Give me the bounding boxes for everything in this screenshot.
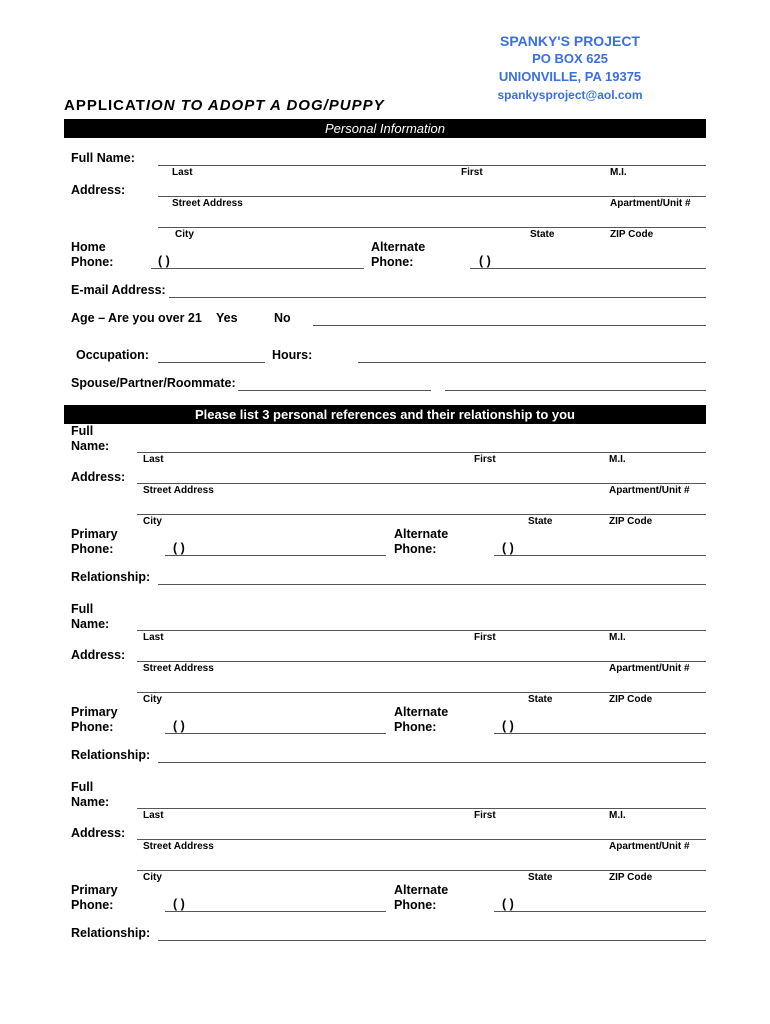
ref3-first: First bbox=[474, 810, 496, 821]
ref3-alt-area: ( ) bbox=[502, 897, 514, 911]
ref2-city: City bbox=[143, 694, 162, 705]
ref2-mi: M.I. bbox=[609, 632, 626, 643]
ref3-address-label: Address: bbox=[71, 826, 126, 840]
spouse-line-1[interactable] bbox=[238, 390, 431, 391]
ref1-street-line[interactable] bbox=[137, 483, 706, 484]
ref1-city: City bbox=[143, 516, 162, 527]
ref1-primary-label: Primary Phone: bbox=[71, 527, 118, 556]
zip-sublabel: ZIP Code bbox=[610, 229, 654, 240]
org-email[interactable]: spankysproject@aol.com bbox=[497, 88, 643, 102]
ref2-relationship-line[interactable] bbox=[158, 762, 706, 763]
org-address1: PO BOX 625 bbox=[532, 51, 608, 66]
age-label: Age – Are you over 21 bbox=[71, 311, 202, 325]
street-sublabel: Street Address bbox=[172, 198, 243, 209]
ref2-last: Last bbox=[143, 632, 164, 643]
ref1-name-line[interactable] bbox=[137, 452, 706, 453]
ref1-primary-line[interactable] bbox=[165, 555, 386, 556]
home-phone-line[interactable] bbox=[151, 268, 364, 269]
ref2-name-label: Full Name: bbox=[71, 602, 110, 631]
ref2-apt: Apartment/Unit # bbox=[609, 663, 690, 674]
ref3-relationship-line[interactable] bbox=[158, 940, 706, 941]
ref2-zip: ZIP Code bbox=[609, 694, 653, 705]
alt-phone-line[interactable] bbox=[470, 268, 706, 269]
ref1-alt-line[interactable] bbox=[494, 555, 706, 556]
hours-label: Hours: bbox=[272, 348, 313, 362]
ref1-state: State bbox=[528, 516, 553, 527]
ref2-first: First bbox=[474, 632, 496, 643]
address-label: Address: bbox=[71, 183, 126, 197]
full-name-label: Full Name: bbox=[71, 151, 135, 165]
full-name-line[interactable] bbox=[158, 165, 706, 166]
ref3-name-label: Full Name: bbox=[71, 780, 110, 809]
org-name: SPANKY'S PROJECT bbox=[500, 33, 640, 49]
ref2-street-line[interactable] bbox=[137, 661, 706, 662]
ref2-primary-line[interactable] bbox=[165, 733, 386, 734]
ref3-alt-line[interactable] bbox=[494, 911, 706, 912]
ref1-first: First bbox=[474, 454, 496, 465]
ref3-street: Street Address bbox=[143, 841, 214, 852]
ref3-alt-label: Alternate Phone: bbox=[394, 883, 449, 912]
spouse-label: Spouse/Partner/Roommate: bbox=[71, 376, 236, 390]
apt-sublabel: Apartment/Unit # bbox=[610, 198, 691, 209]
ref3-city-line[interactable] bbox=[137, 870, 706, 871]
ref2-alt-area: ( ) bbox=[502, 719, 514, 733]
ref2-alt-line[interactable] bbox=[494, 733, 706, 734]
ref1-mi: M.I. bbox=[609, 454, 626, 465]
ref3-primary-label: Primary Phone: bbox=[71, 883, 118, 912]
mi-sublabel: M.I. bbox=[610, 167, 627, 178]
home-phone-area: ( ) bbox=[158, 254, 170, 268]
ref1-alt-label: Alternate Phone: bbox=[394, 527, 449, 556]
ref2-primary-area: ( ) bbox=[173, 719, 185, 733]
ref2-state: State bbox=[528, 694, 553, 705]
ref2-primary-label: Primary Phone: bbox=[71, 705, 118, 734]
ref2-address-label: Address: bbox=[71, 648, 126, 662]
ref3-city: City bbox=[143, 872, 162, 883]
ref1-city-line[interactable] bbox=[137, 514, 706, 515]
ref2-name-line[interactable] bbox=[137, 630, 706, 631]
city-sublabel: City bbox=[175, 229, 194, 240]
ref1-address-label: Address: bbox=[71, 470, 126, 484]
ref3-mi: M.I. bbox=[609, 810, 626, 821]
email-label: E-mail Address: bbox=[71, 283, 166, 297]
ref2-city-line[interactable] bbox=[137, 692, 706, 693]
age-no[interactable]: No bbox=[274, 311, 291, 325]
ref2-relationship-label: Relationship: bbox=[71, 748, 151, 762]
personal-info-header: Personal Information bbox=[64, 119, 706, 138]
email-line[interactable] bbox=[169, 297, 706, 298]
ref3-zip: ZIP Code bbox=[609, 872, 653, 883]
city-line[interactable] bbox=[158, 227, 706, 228]
first-sublabel: First bbox=[461, 167, 483, 178]
form-title-part1: APPLICAT bbox=[64, 97, 146, 114]
ref3-last: Last bbox=[143, 810, 164, 821]
form-title bbox=[64, 97, 385, 114]
ref3-relationship-label: Relationship: bbox=[71, 926, 151, 940]
ref2-street: Street Address bbox=[143, 663, 214, 674]
ref3-apt: Apartment/Unit # bbox=[609, 841, 690, 852]
state-sublabel: State bbox=[530, 229, 555, 240]
org-block bbox=[490, 32, 650, 104]
ref1-name-label: Full Name: bbox=[71, 424, 110, 453]
alt-phone-label: Alternate Phone: bbox=[371, 240, 426, 269]
last-sublabel: Last bbox=[172, 167, 193, 178]
ref3-name-line[interactable] bbox=[137, 808, 706, 809]
age-yes[interactable]: Yes bbox=[216, 311, 238, 325]
alt-phone-area: ( ) bbox=[479, 254, 491, 268]
org-address2: UNIONVILLE, PA 19375 bbox=[498, 69, 642, 84]
ref1-street: Street Address bbox=[143, 485, 214, 496]
ref1-relationship-label: Relationship: bbox=[71, 570, 151, 584]
ref1-alt-area: ( ) bbox=[502, 541, 514, 555]
ref1-apt: Apartment/Unit # bbox=[609, 485, 690, 496]
ref2-alt-label: Alternate Phone: bbox=[394, 705, 449, 734]
ref3-street-line[interactable] bbox=[137, 839, 706, 840]
hours-line[interactable] bbox=[358, 362, 706, 363]
ref3-primary-line[interactable] bbox=[165, 911, 386, 912]
ref1-last: Last bbox=[143, 454, 164, 465]
occupation-line[interactable] bbox=[158, 362, 265, 363]
references-header: Please list 3 personal references and their relationship to you bbox=[64, 405, 706, 424]
occupation-label: Occupation: bbox=[76, 348, 149, 362]
home-phone-label: Home Phone: bbox=[71, 240, 114, 269]
ref1-zip: ZIP Code bbox=[609, 516, 653, 527]
ref1-relationship-line[interactable] bbox=[158, 584, 706, 585]
form-title-part2: ION TO ADOPT A DOG/PUPPY bbox=[145, 97, 385, 114]
ref3-state: State bbox=[528, 872, 553, 883]
ref1-primary-area: ( ) bbox=[173, 541, 185, 555]
age-line[interactable] bbox=[313, 325, 706, 326]
spouse-line-2[interactable] bbox=[445, 390, 706, 391]
ref3-primary-area: ( ) bbox=[173, 897, 185, 911]
street-line[interactable] bbox=[158, 196, 706, 197]
